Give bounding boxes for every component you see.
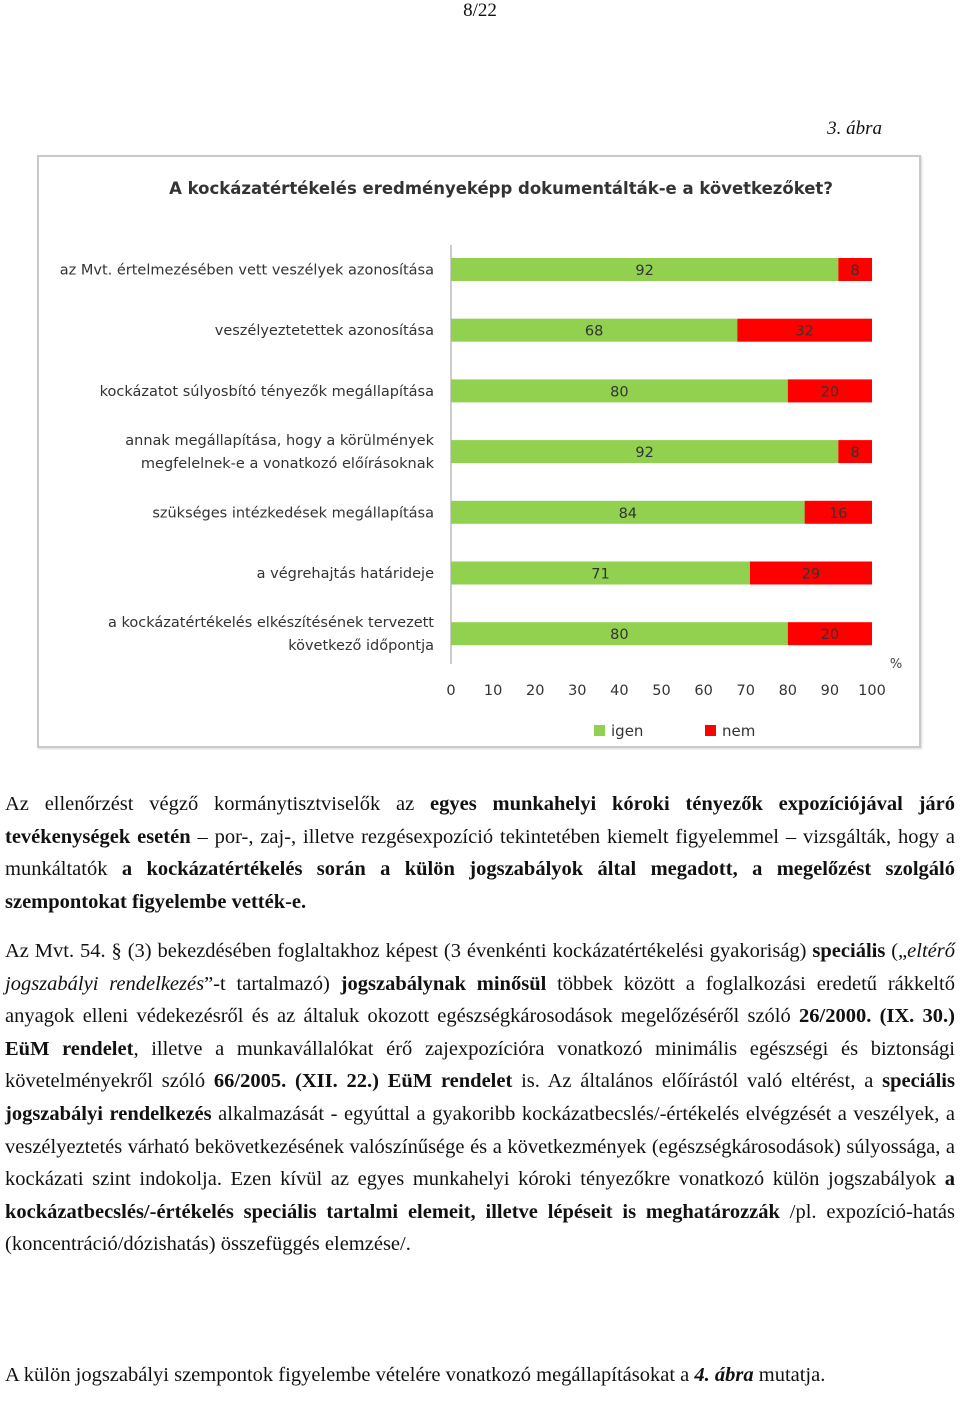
p2-bold-3: 26/2000. (IX. 30.) EüM rendelet <box>5 1005 956 1060</box>
x-tick-label: 20 <box>525 683 545 699</box>
category-label: az Mvt. értelmezésében vett veszélyek azonosítása <box>59 262 434 279</box>
category-label: veszélyeztetettek azonosítása <box>214 323 434 340</box>
p2-bold-1: speciális <box>812 940 886 962</box>
data-label-igen: 84 <box>618 505 638 522</box>
x-unit-label: % <box>889 657 903 672</box>
p3-text-1: A külön jogszabályi szempontok figyelembe vételére vonatkozó megállapításokat a <box>5 1364 695 1386</box>
category-label: megfelelnek-e a vonatkozó előírásoknak <box>140 456 434 473</box>
p2-text-2: („ <box>885 940 908 962</box>
p1-text-1: Az ellenőrzést végző kormánytisztviselők az <box>5 793 431 815</box>
p2-text-8: /pl. expozíció-hatás (koncentráció/dózishatás) összefüggés elemzése/. <box>5 1200 955 1256</box>
p2-bold-2: jogszabálynak minősül <box>340 972 547 995</box>
legend-label-igen: igen <box>611 722 644 740</box>
data-label-igen: 80 <box>610 384 629 401</box>
x-tick-label: 80 <box>778 683 798 699</box>
data-label-nem: 8 <box>850 263 860 279</box>
figure-label: 3. ábra <box>827 118 882 139</box>
p2-text-7: alkalmazását - egyúttal a gyakoribb kockázatbecslés/-értékelés elvégzését a veszélyek, a veszélyeztetés várható bekövetkezésének valószínűsége és a következmények (egészségkárosodások) súlyossága, a kockázati szint indokolja. Ezen kívül az egyes munkahelyi kóroki tényezőkre vonatkozó külön jogszabályok <box>5 1102 956 1191</box>
p2-italic-1: eltérő jogszabályi rendelkezés <box>5 940 955 995</box>
legend-swatch-igen <box>594 725 605 736</box>
x-tick-label: 0 <box>446 683 456 699</box>
category-label: következő időpontja <box>288 638 434 655</box>
x-tick-label: 90 <box>820 683 840 699</box>
data-label-nem: 20 <box>820 384 840 401</box>
data-label-nem: 8 <box>850 445 860 462</box>
p1-text-2: – por-, zaj-, illetve rezgésexpozíció tekintetében kiemelt figyelemmel – vizsgálták, hogy a munkáltatók <box>5 825 955 881</box>
category-label: a végrehajtás határideje <box>256 566 434 582</box>
data-label-igen: 68 <box>584 323 604 340</box>
p2-bold-5: speciális jogszabályi rendelkezés <box>5 1070 955 1125</box>
data-label-igen: 92 <box>635 263 654 279</box>
p2-bold-4: 66/2005. (XII. 22.) EüM rendelet <box>213 1070 513 1093</box>
data-label-igen: 80 <box>610 627 629 644</box>
category-label: a kockázatértékelés elkészítésének tervezett <box>108 615 434 632</box>
category-label: kockázatot súlyosbító tényezők megállapítása <box>99 383 434 400</box>
paragraph-1 <box>5 788 955 918</box>
stacked-bar-chart <box>39 157 919 746</box>
data-label-nem: 32 <box>795 323 814 340</box>
p2-text-4: többek között a foglalkozási eredetű rákkeltő anyagok elleni védekezésről és az általuk okozott egészségkárosodások megelőzéséről szóló <box>5 972 955 1028</box>
paragraph-2 <box>5 935 955 1261</box>
legend-label-nem: nem <box>722 722 756 740</box>
x-tick-label: 50 <box>652 683 671 699</box>
x-tick-label: 70 <box>736 683 755 699</box>
paragraph-3 <box>5 1359 955 1392</box>
data-label-nem: 16 <box>829 505 848 522</box>
p2-text-5: , illetve a munkavállalókat érő zajexpozícióra vonatkozó minimális egészségi és biztonsági követelményekről szóló <box>5 1037 955 1093</box>
x-tick-label: 60 <box>694 683 713 699</box>
data-label-igen: 71 <box>591 566 610 583</box>
data-label-igen: 92 <box>635 445 654 462</box>
data-label-nem: 29 <box>801 566 821 583</box>
p1-bold-2: a kockázatértékelés során a külön jogszabályok által megadott, a megelőzést szolgáló szempontokat figyelembe vették-e. <box>5 858 955 913</box>
legend-swatch-nem <box>705 725 716 736</box>
p3-figure-ref: 4. ábra <box>694 1364 754 1386</box>
category-label: annak megállapítása, hogy a körülmények <box>125 433 434 450</box>
p1-bold-1: egyes munkahelyi kóroki tényezők expozíciójával járó tevékenységek esetén <box>5 793 955 848</box>
p2-text-6: is. Az általános előírástól való eltérést, a <box>512 1070 883 1093</box>
x-tick-label: 100 <box>858 683 886 699</box>
p2-bold-6: a kockázatbecslés/-értékelés speciális tartalmi elemeit, illetve lépéseit is meghatározzák <box>5 1168 955 1223</box>
p2-text-1: Az Mvt. 54. § (3) bekezdésében foglaltakhoz képest (3 évenkénti kockázatértékelési gyakoriság) <box>5 940 813 962</box>
x-tick-label: 40 <box>610 683 629 699</box>
p3-text-2: mutatja. <box>753 1364 826 1386</box>
x-tick-label: 30 <box>568 683 587 699</box>
data-label-nem: 20 <box>820 627 840 644</box>
chart-frame <box>37 155 921 748</box>
page-number: 8/22 <box>463 0 497 21</box>
p2-text-3: ”-t tartalmazó) <box>204 972 341 995</box>
chart-title: A kockázatértékelés eredményeképp dokumentálták-e a következőket? <box>169 179 833 198</box>
category-label: szükséges intézkedések megállapítása <box>152 505 434 522</box>
x-tick-label: 10 <box>483 683 503 699</box>
